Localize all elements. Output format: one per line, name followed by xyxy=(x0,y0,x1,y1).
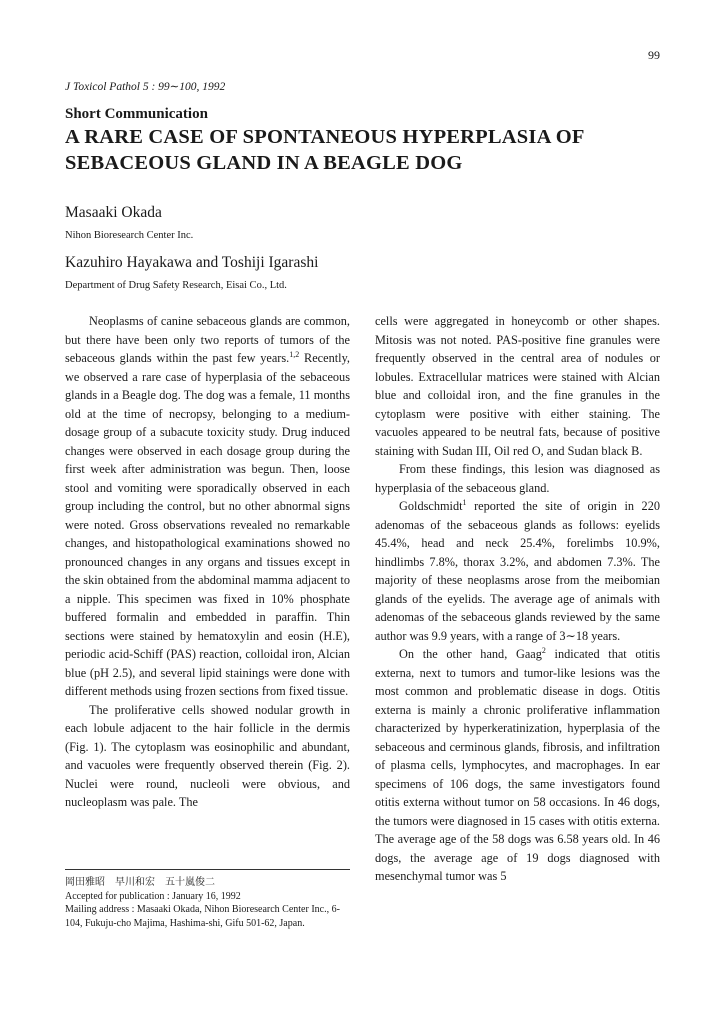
paragraph-text: reported the site of origin in 220 adenomas of the sebaceous glands as follows: eyelids 45.4%, head and neck 25.4%, forelimbs 10.9%, hindlimbs 7.8%, thorax 3.2%, and abdomen 7.3%. The majority of these neoplasms arose from the meibomian glands of the eyelids. The average age of animals with adenomas of the sebaceous glands reviewed by the same author was 9.9 years, with a range of 3∼18 years. xyxy=(375,499,660,643)
journal-citation: J Toxicol Pathol 5 : 99∼100, 1992 xyxy=(65,81,226,93)
paragraph-text: Recently, we observed a rare case of hyperplasia of the sebaceous glands in a Beagle dog. The dog was a female, 11 months old at the time of necropsy, belonging to a medium-dosage group of a subacute toxicity study. Drug induced changes were observed in each dosage group during the first week after administration was begun. Then, loose stool and vomiting were sporadically observed in each group including the control, but no other abnormal signs were noted. Gross observations revealed no remarkable changes, and histopathological examinations showed no pronounced changes in any organs and tissues except in the skin obtained from the abdominal mamma adjacent to a nipple. This specimen was fixed in 10% phosphate buffered formalin and embedded in paraffin. Thin sections were stained by hematoxylin and eosin (H.E), periodic acid-Schiff (PAS) reaction, colloidal iron, Alcian blue (pH 2.5), and several lipid stainings were done with different methods using frozen sections from fixed tissue. xyxy=(65,351,350,698)
right-column xyxy=(375,312,660,886)
paragraph-diagnosis: From these findings, this lesion was diagnosed as hyperplasia of the sebaceous gland. xyxy=(375,462,660,495)
footnote-divider xyxy=(65,869,350,870)
article-title xyxy=(65,124,585,176)
footnote xyxy=(65,876,350,930)
paragraph-gaag xyxy=(375,645,660,886)
paragraph-goldschmidt xyxy=(375,497,660,645)
footnote-mailing-address: Mailing address : Masaaki Okada, Nihon Bioresearch Center Inc., 6-104, Fukuju-cho Majima, Hashima-shi, Gifu 501-62, Japan. xyxy=(65,904,340,929)
left-column xyxy=(65,312,350,812)
affiliation-eisai: Department of Drug Safety Research, Eisai Co., Ltd. xyxy=(65,280,287,291)
paragraph-text: On the other hand, Gaag xyxy=(399,647,542,661)
affiliation-nihon: Nihon Bioresearch Center Inc. xyxy=(65,230,194,241)
page-number: 99 xyxy=(648,48,660,62)
paragraph-proliferative-cells: The proliferative cells showed nodular growth in each lobule adjacent to the hair follicle in the dermis (Fig. 1). The cytoplasm was eosinophilic and abundant, and vacuoles were frequently observed therein (Fig. 2). Nuclei were round, nucleoli were obvious, and nucleoplasm was pale. The xyxy=(65,702,350,809)
paragraph-text: Goldschmidt xyxy=(399,499,463,513)
paragraph-intro xyxy=(65,312,350,701)
citation-superscript: 1,2 xyxy=(289,349,300,359)
article-type: Short Communication xyxy=(65,106,208,122)
citation-superscript: 1 xyxy=(462,497,467,507)
title-line-1: A RARE CASE OF SPONTANEOUS HYPERPLASIA OF xyxy=(65,126,585,148)
footnote-japanese-names: 岡田雅昭 早川和宏 五十嵐俊二 xyxy=(65,877,215,888)
authors-hayakawa-igarashi: Kazuhiro Hayakawa and Toshiji Igarashi xyxy=(65,254,319,271)
paragraph-text: indicated that otitis externa, next to tumors and tumor-like lesions was the most common and problematic disease in dogs. Otitis externa is mainly a chronic proliferative inflammation characterized by hyperkeratinization, hyperplasia of the sebaceous and cerminous glands, fibrosis, and infiltration of plasma cells, lymphocytes, and macrophages. In ear specimens of 106 dogs, the same investigators found otitis externa without tumor on 58 occasions. In 46 dogs, the tumors were diagnosed in 15 cases with otitis externa. The average age of the 58 dogs was 6.58 years old. In 46 dogs, the average age of 19 dogs diagnosed with mesenchymal tumor was 5 xyxy=(375,647,660,883)
title-line-2: SEBACEOUS GLAND IN A BEAGLE DOG xyxy=(65,152,463,174)
paragraph-cells-continued: cells were aggregated in honeycomb or other shapes. Mitosis was not noted. PAS-positive fine granules were frequently observed in the central area of nodules or lobules. Extracellular matrices were stained with Alcian blue and colloidal iron, and the fine granules in the cytoplasm were positive with either staining. The vacuoles appeared to be neutral fats, because of positive staining with Sudan III, Oil red O, and Sudan black B. xyxy=(375,314,660,458)
paragraph-text: Neoplasms of canine sebaceous glands are common, but there have been only two reports of tumors of the sebaceous glands within the past few years. xyxy=(65,314,350,365)
citation-superscript: 2 xyxy=(541,645,546,655)
footnote-accepted: Accepted for publication : January 16, 1992 xyxy=(65,890,241,902)
author-okada: Masaaki Okada xyxy=(65,204,162,221)
